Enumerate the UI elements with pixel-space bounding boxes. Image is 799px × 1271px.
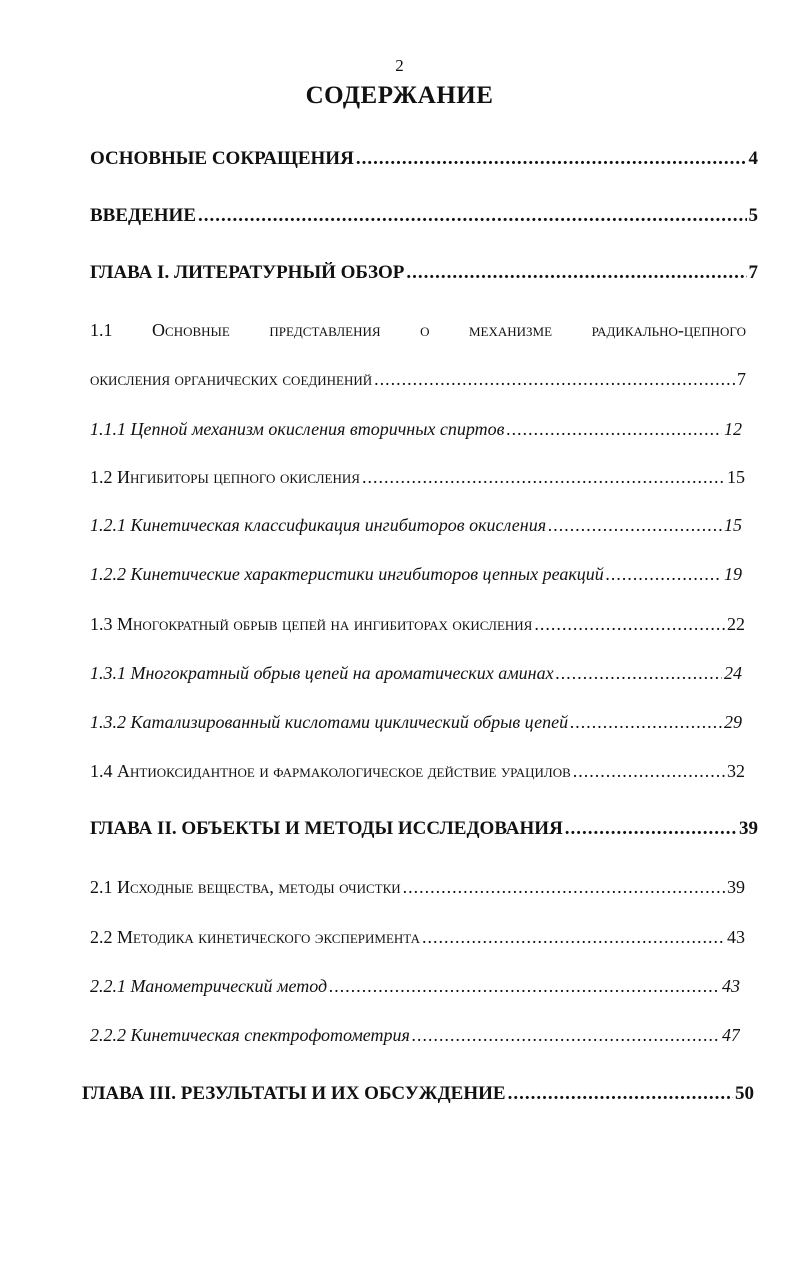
toc-label: 2.2 Методика кинетического эксперимента: [90, 927, 420, 947]
toc-entry-1-2-1: [90, 515, 742, 536]
toc-label: 1.2 Ингибиторы цепного окисления: [90, 467, 360, 487]
dot-leader: [606, 564, 722, 585]
toc-entry-1-1-line1: [90, 320, 746, 341]
toc-entry-1-1-1: [90, 419, 742, 440]
toc-entry-2-2-1: [90, 976, 740, 997]
dot-leader: [570, 712, 722, 733]
toc-word: радикально-цепного: [591, 320, 746, 340]
toc-label: 1.3.1 Многократный обрыв цепей на ароматических аминах: [90, 663, 554, 683]
toc-entry-2-2: [90, 927, 745, 948]
toc-page: 5: [748, 205, 758, 226]
toc-entry-1-2-2: [90, 564, 742, 585]
toc-entry-1-2: [90, 467, 745, 488]
toc-label: ГЛАВА I. ЛИТЕРАТУРНЫЙ ОБЗОР: [90, 262, 405, 283]
toc-page: 7: [748, 262, 758, 283]
toc-word: Основные: [152, 320, 230, 340]
toc-label: 1.4 Антиоксидантное и фармакологическое действие урацилов: [90, 761, 571, 781]
dot-leader: [506, 419, 722, 440]
toc-entry-abbreviations: [90, 148, 758, 170]
toc-label: ГЛАВА II. ОБЪЕКТЫ И МЕТОДЫ ИССЛЕДОВАНИЯ: [90, 818, 563, 839]
toc-word: механизме: [468, 320, 553, 340]
dot-leader: [412, 1025, 720, 1046]
dot-leader: [565, 818, 737, 840]
toc-page: 12: [724, 419, 742, 439]
toc-entry-introduction: [90, 205, 758, 227]
dot-leader: [548, 515, 722, 536]
toc-label: окисления органических соединений: [90, 369, 373, 389]
toc-page: 15: [727, 467, 745, 487]
toc-label: ОСНОВНЫЕ СОКРАЩЕНИЯ: [90, 148, 354, 169]
toc-entry-1-4: [90, 761, 745, 782]
toc-entry-1-3-1: [90, 663, 742, 684]
toc-label: 1.2.2 Кинетические характеристики ингибиторов цепных реакций: [90, 564, 604, 584]
page-title: СОДЕРЖАНИЕ: [305, 82, 494, 109]
toc-entry-2-2-2: [90, 1025, 740, 1046]
toc-page: 29: [724, 712, 742, 732]
toc-page: 24: [724, 663, 742, 683]
toc-page: 43: [727, 927, 745, 947]
dot-leader: [374, 369, 735, 390]
toc-page: 32: [727, 761, 745, 781]
toc-page: 22: [727, 614, 745, 634]
toc-entry-2-1: [90, 877, 745, 898]
toc-page: 43: [722, 976, 740, 996]
toc-page: 50: [735, 1083, 754, 1104]
toc-page: 7: [737, 369, 746, 389]
toc-entry-chapter-3: [82, 1083, 754, 1105]
toc-label: 1.3 Многократный обрыв цепей на ингибиторах окисления: [90, 614, 533, 634]
dot-leader: [403, 877, 725, 898]
toc-page: 19: [724, 564, 742, 584]
dot-leader: [356, 148, 747, 170]
toc-page: 4: [748, 148, 758, 169]
dot-leader: [329, 976, 720, 997]
dot-leader: [573, 761, 725, 782]
toc-word: представления: [269, 320, 381, 340]
toc-label: ГЛАВА III. РЕЗУЛЬТАТЫ И ИХ ОБСУЖДЕНИЕ: [82, 1083, 506, 1104]
toc-label: 2.2.2 Кинетическая спектрофотометрия: [90, 1025, 410, 1045]
toc-page: 47: [722, 1025, 740, 1045]
dot-leader: [556, 663, 722, 684]
toc-entry-chapter-1: [90, 262, 758, 284]
toc-label: 2.2.1 Манометрический метод: [90, 976, 328, 996]
toc-label: 1.1.1 Цепной механизм окисления вторичных спиртов: [90, 419, 505, 439]
toc-label: 2.1 Исходные вещества, методы очистки: [90, 877, 401, 897]
toc-label: ВВЕДЕНИЕ: [90, 205, 196, 226]
page-number: 2: [395, 56, 404, 75]
toc-entry-1-1-line2: [90, 369, 746, 390]
toc-label: 1.3.2 Катализированный кислотами циклический обрыв цепей: [90, 712, 569, 732]
dot-leader: [508, 1083, 733, 1105]
toc-label: 1.2.1 Кинетическая классификация ингибиторов окисления: [90, 515, 547, 535]
dot-leader: [534, 614, 725, 635]
dot-leader: [422, 927, 725, 948]
dot-leader: [198, 205, 747, 227]
dot-leader: [406, 262, 746, 284]
toc-entry-1-3-2: [90, 712, 742, 733]
toc-word: о: [420, 320, 430, 340]
toc-page: 39: [727, 877, 745, 897]
toc-entry-chapter-2: [90, 818, 758, 840]
toc-word: 1.1: [90, 320, 113, 340]
toc-entry-1-3: [90, 614, 745, 635]
toc-page: 39: [739, 818, 758, 839]
dot-leader: [362, 467, 725, 488]
toc-page: 15: [724, 515, 742, 535]
